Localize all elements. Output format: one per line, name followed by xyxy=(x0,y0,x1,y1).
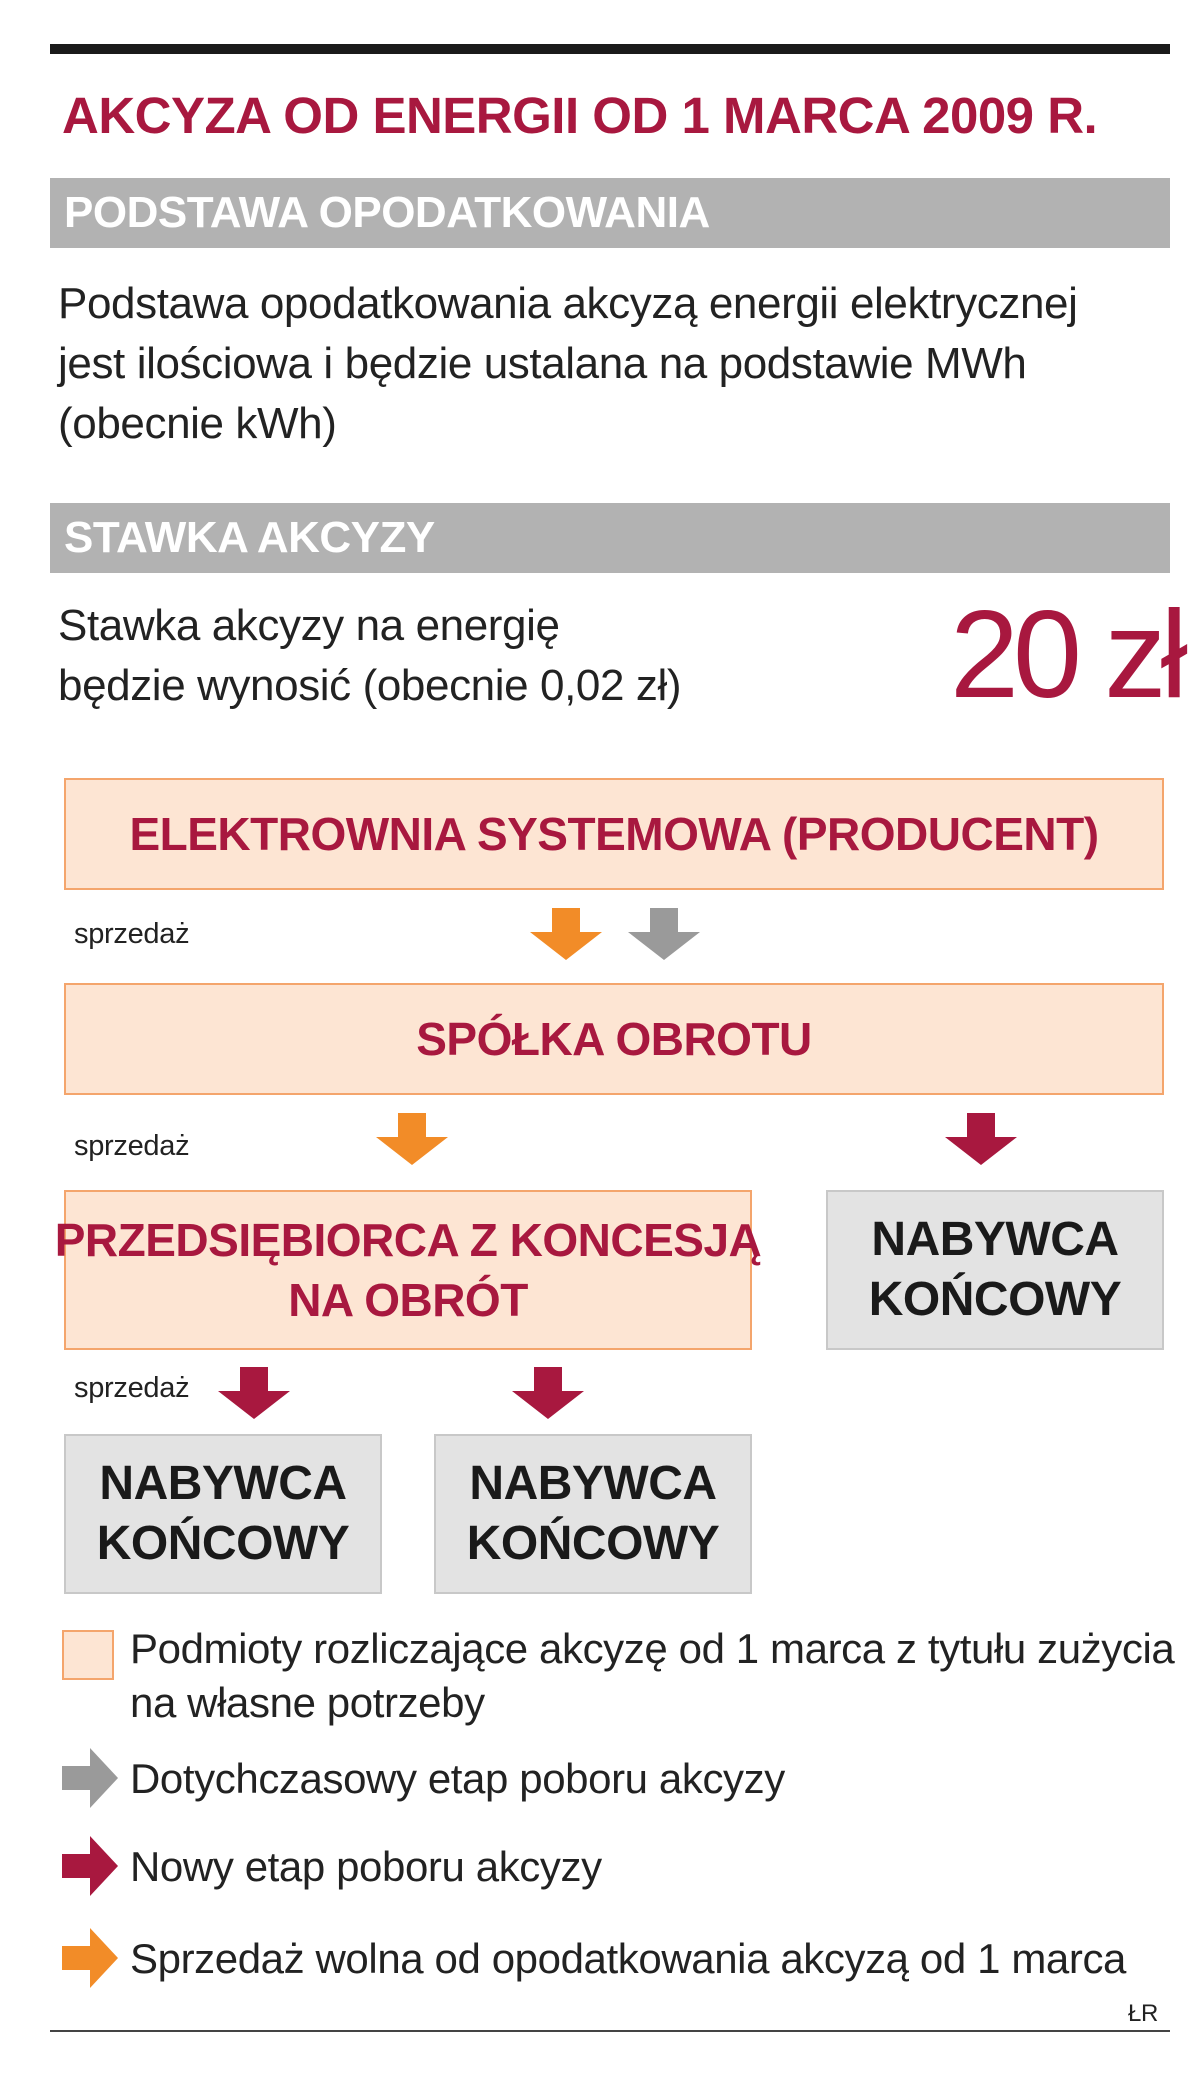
bottom-rule xyxy=(50,2030,1170,2032)
licensed-trader-label-line: PRZEDSIĘBIORCA Z KONCESJĄ xyxy=(54,1214,762,1266)
rate-text-line: Stawka akcyzy na energię xyxy=(58,601,560,650)
trading-company-box xyxy=(64,983,1164,1095)
base-text-line: jest ilościowa i będzie ustalana na podstawie MWh xyxy=(58,339,1027,388)
orange-arrow-icon xyxy=(376,1113,448,1165)
end-buyer-label-line: KOŃCOWY xyxy=(868,1273,1122,1326)
legend-grey-line: Dotychczasowy etap poboru akcyzy xyxy=(130,1755,785,1802)
legend-orange-arrow-icon xyxy=(62,1928,118,1988)
licensed-trader-label-line: NA OBRÓT xyxy=(288,1274,528,1326)
red-arrow-icon xyxy=(512,1367,584,1419)
end-buyer-box xyxy=(826,1190,1164,1350)
grey-arrow-icon xyxy=(628,908,700,960)
source-credit: ŁR xyxy=(1128,2000,1159,2027)
section-heading-rate: STAWKA AKCYZY xyxy=(64,513,435,562)
end-buyer-label-line: NABYWCA xyxy=(469,1457,717,1510)
orange-arrow-icon xyxy=(530,908,602,960)
base-text-line: (obecnie kWh) xyxy=(58,399,337,448)
legend-peach-swatch xyxy=(62,1630,114,1680)
end-buyer-label-line: KOŃCOWY xyxy=(96,1517,350,1570)
legend-peach-text xyxy=(130,1622,1174,1730)
legend-red-arrow-icon xyxy=(62,1836,118,1896)
section-heading-base: PODSTAWA OPODATKOWANIA xyxy=(64,188,710,237)
rate-paragraph xyxy=(58,596,681,716)
section-header-base xyxy=(50,178,1170,248)
end-buyer-label-line: KOŃCOWY xyxy=(466,1517,720,1570)
section-header-rate xyxy=(50,503,1170,573)
legend-red-line: Nowy etap poboru akcyzy xyxy=(130,1843,602,1890)
end-buyer-box xyxy=(64,1434,382,1594)
trading-company-label: SPÓŁKA OBROTU xyxy=(416,1013,812,1065)
sale-label: sprzedaż xyxy=(74,918,190,950)
producer-box xyxy=(64,778,1164,890)
end-buyer-box xyxy=(434,1434,752,1594)
legend-peach-line: Podmioty rozliczające akcyzę od 1 marca z tytułu zużycia xyxy=(130,1625,1175,1672)
base-text-line: Podstawa opodatkowania akcyzą energii elektrycznej xyxy=(58,279,1078,328)
legend-red-text xyxy=(130,1840,602,1894)
licensed-trader-box xyxy=(54,1190,762,1350)
top-rule xyxy=(50,44,1170,54)
legend-orange-line: Sprzedaż wolna od opodatkowania akcyzą od 1 marca xyxy=(130,1935,1127,1982)
legend-grey-text xyxy=(130,1752,785,1806)
red-arrow-icon xyxy=(945,1113,1017,1165)
producer-label: ELEKTROWNIA SYSTEMOWA (PRODUCENT) xyxy=(129,808,1099,860)
base-paragraph xyxy=(58,274,1077,454)
sale-label: sprzedaż xyxy=(74,1130,190,1162)
end-buyer-label-line: NABYWCA xyxy=(871,1213,1119,1266)
rate-text-line: będzie wynosić (obecnie 0,02 zł) xyxy=(58,661,682,710)
end-buyer-label-line: NABYWCA xyxy=(99,1457,347,1510)
legend-peach-line: na własne potrzeby xyxy=(130,1679,485,1726)
rate-value: 20 zł xyxy=(950,586,1182,724)
sale-label: sprzedaż xyxy=(74,1372,190,1404)
legend-orange-text xyxy=(130,1932,1126,1986)
legend-grey-arrow-icon xyxy=(62,1748,118,1808)
page-title: AKCYZA OD ENERGII OD 1 MARCA 2009 R. xyxy=(62,87,1098,144)
red-arrow-icon xyxy=(218,1367,290,1419)
